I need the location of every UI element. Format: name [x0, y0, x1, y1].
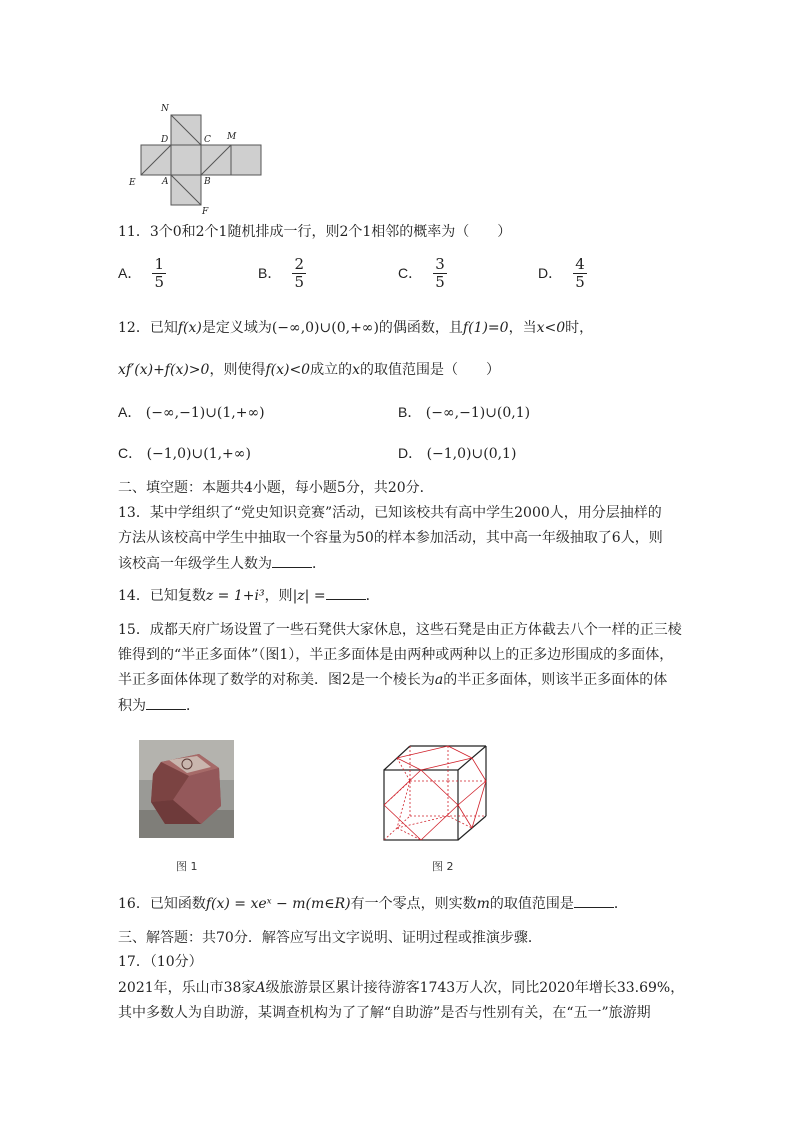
q12-option-a — [118, 402, 265, 423]
answer-blank — [574, 893, 614, 908]
denominator: 5 — [154, 273, 164, 291]
numerator: 2 — [294, 255, 304, 273]
numerator: 1 — [154, 255, 164, 273]
text: ． — [365, 588, 380, 604]
q17-line-1 — [118, 978, 684, 998]
option-text: (−∞,−1)∪(0,1) — [425, 405, 531, 421]
q15-line-4 — [118, 695, 200, 716]
label-d: D — [161, 135, 169, 145]
q12-line-2 — [118, 360, 500, 380]
stone-photo — [139, 740, 234, 838]
q17-header: 17．（10分） — [118, 954, 203, 970]
fraction — [152, 256, 166, 291]
text: 是定义域为 — [201, 320, 272, 336]
math: m — [476, 896, 490, 912]
denominator: 5 — [435, 273, 445, 291]
section-3-heading: 三、解答题：共70分．解答应写出文字说明、证明过程或推演步骤． — [118, 930, 542, 946]
option-text: (−∞,−1)∪(1,+∞) — [145, 405, 265, 421]
text: 的取值范围是 — [489, 896, 574, 912]
text: ． — [312, 556, 326, 572]
option-label: D． — [538, 265, 563, 281]
q11-stem: 11．3个0和2个1随机排成一行，则2个1相邻的概率为（ ） — [118, 224, 512, 240]
math: (−∞,0)∪(0,+∞) — [271, 320, 379, 336]
q14 — [118, 585, 380, 606]
math: A — [255, 980, 266, 996]
cube-net-figure — [126, 100, 276, 220]
text: 时， — [565, 320, 594, 336]
math: x — [352, 362, 360, 378]
q13-line-3 — [118, 553, 326, 574]
polyhedron-diagram — [380, 742, 492, 844]
q13-line-1: 13．某中学组织了“党史知识竞赛”活动，已知该校共有高中学生2000人，用分层抽样的 — [118, 505, 662, 521]
option-label: A． — [118, 265, 142, 281]
text: ，则使得 — [209, 362, 266, 378]
q15-line-2: 锥得到的“半正多面体”（图1），半正多面体是由两种或两种以上的正多边形围成的多面体， — [118, 647, 674, 663]
text: 有一个零点，则实数 — [350, 896, 477, 912]
option-label: C． — [118, 445, 143, 461]
q11-option-b — [258, 256, 306, 291]
label-c: C — [204, 135, 211, 145]
text: 积为 — [118, 698, 146, 714]
math: z = 1+i³ — [205, 588, 265, 604]
option-text: (−1,0)∪(0,1) — [426, 446, 517, 462]
q12-option-d — [398, 443, 516, 464]
q13-line-2: 方法从该校高中学生中抽取一个容量为50的样本参加活动，其中高一年级抽取了6人，则 — [118, 530, 663, 546]
label-f: F — [202, 207, 209, 217]
fraction — [433, 256, 447, 291]
text: 16．已知函数 — [118, 896, 206, 912]
option-label: B． — [398, 404, 422, 420]
q11-option-d — [538, 256, 587, 291]
denominator: 5 — [575, 273, 585, 291]
math: x<0 — [536, 320, 566, 336]
text: ，当 — [508, 320, 537, 336]
math: f(1)=0 — [462, 320, 509, 336]
q15-line-3 — [118, 670, 667, 690]
fraction — [292, 256, 306, 291]
text: ． — [613, 896, 628, 912]
label-b: B — [204, 177, 211, 187]
text: ，则 — [264, 588, 293, 604]
option-label: C． — [398, 265, 423, 281]
math: f(x) = xeˣ − m(m∈R) — [205, 896, 351, 912]
q12-option-c — [118, 443, 251, 464]
math: f(x) — [177, 320, 202, 336]
section-2-heading: 二、填空题：本题共4小题，每小题5分，共20分． — [118, 480, 434, 496]
q17-line-2: 其中多数人为自助游，某调查机构为了了解“自助游”是否与性别有关，在“五一”旅游期 — [118, 1005, 651, 1021]
math: f(x)<0 — [265, 362, 311, 378]
numerator: 3 — [435, 255, 445, 273]
numerator: 4 — [575, 255, 585, 273]
label-n: N — [161, 104, 169, 114]
label-a: A — [162, 177, 169, 187]
text: 12．已知 — [118, 320, 178, 336]
fraction — [573, 256, 587, 291]
math: xf′(x)+f(x)>0 — [118, 362, 210, 378]
answer-blank — [272, 553, 312, 568]
answer-blank — [146, 695, 186, 710]
denominator: 5 — [294, 273, 304, 291]
text: 14．已知复数 — [118, 588, 206, 604]
label-m: M — [227, 132, 237, 142]
option-label: D． — [398, 445, 423, 461]
q11-option-c — [398, 256, 447, 291]
q15-line-1: 15．成都天府广场设置了一些石凳供大家休息，这些石凳是由正方体截去八个一样的正三棱 — [118, 622, 682, 638]
text: ． — [186, 698, 200, 714]
text: 的偶函数，且 — [378, 320, 463, 336]
q11-options — [118, 256, 678, 300]
text: 半正多面体体现了数学的对称美．图2是一个棱长为 — [118, 672, 435, 688]
answer-blank — [326, 585, 366, 600]
math: |z| = — [292, 588, 326, 604]
q12-option-b — [398, 402, 530, 423]
text: 该校高一年级学生人数为 — [118, 556, 272, 572]
text: 级旅游景区累计接待游客1743万人次，同比2020年增长33.69%， — [265, 980, 685, 996]
label-e: E — [129, 178, 136, 188]
figure-1-caption: 图 1 — [176, 860, 198, 873]
figure-2-caption: 图 2 — [432, 860, 454, 873]
text: 的取值范围是（ ） — [360, 362, 500, 378]
q11-option-a — [118, 256, 166, 291]
q12-line-1 — [118, 318, 593, 338]
text: 成立的 — [310, 362, 353, 378]
text: 2021年，乐山市38家 — [118, 980, 256, 996]
option-label: B． — [258, 265, 282, 281]
option-text: (−1,0)∪(1,+∞) — [146, 446, 251, 462]
q16 — [118, 893, 628, 914]
option-label: A． — [118, 404, 142, 420]
text: 的半正多面体，则该半正多面体的体 — [443, 672, 668, 688]
math: a — [434, 672, 444, 688]
